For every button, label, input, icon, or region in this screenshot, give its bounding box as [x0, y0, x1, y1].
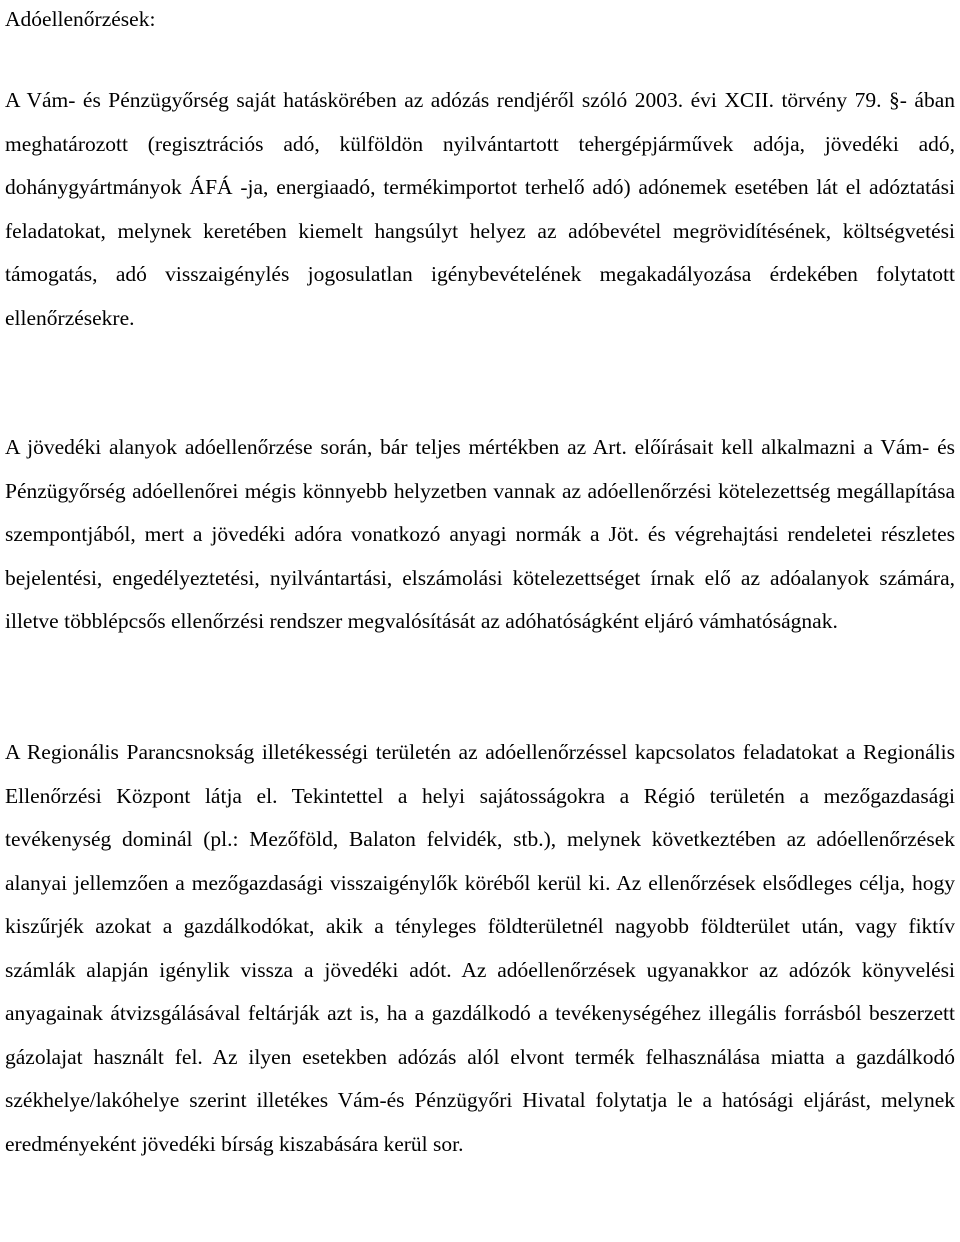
paragraph-excise-subjects-audit: A jövedéki alanyok adóellenőrzése során, bár teljes mértékben az Art. előírásait kell alkalmazni a Vám- és Pénzügyőrség adóellenőrei mégis könnyebb helyzetben vannak az adóellenőrzési kötelezettség megállapítása szempontjából, mert a jövedéki adóra vonatkozó anyagi normák a Jöt. és végrehajtási rendeletei részletes bejelentési, engedélyeztetési, nyilvántartási, elszámolási kötelezettséget írnak elő az adóalanyok számára, illetve többlépcsős ellenőrzési rendszer megvalósítását az adóhatóságként eljáró vámhatóságnak.: [5, 435, 955, 633]
section-heading: Adóellenőrzések:: [5, 7, 156, 31]
paragraph-regional-command-audits: A Regionális Parancsnokság illetékességi területén az adóellenőrzéssel kapcsolatos feladatokat a Regionális Ellenőrzési Központ látja el. Tekintettel a helyi sajátosságokra a Régió területén a mezőgazdasági tevékenység dominál (pl.: Mezőföld, Balaton felvidék, stb.), melynek következtében az adóellenőrzések alanyai jellemzően a mezőgazdasági visszaigénylők köréből kerül ki. Az ellenőrzések elsődleges célja, hogy kiszűrjék azokat a gazdálkodókat, akik a tényleges földterületnél nagyobb földterület után, vagy fiktív számlák alapján igénylik vissza a jövedéki adót. Az adóellenőrzések ugyanakkor az adózók könyvelési anyagainak átvizsgálásával feltárják azt is, ha a gazdálkodó a tevékenységéhez illegális forrásból beszerzett gázolajat használt fel. Az ilyen esetekben adózás alól elvont termék felhasználása miatta a gazdálkodó székhelye/lakóhelye szerint illetékes Vám-és Pénzügyőri Hivatal folytatja le a hatósági eljárást, melynek eredményeként jövedéki bírság kiszabására kerül sor.: [5, 740, 955, 1156]
paragraph-customs-authority-scope: A Vám- és Pénzügyőrség saját hatáskörében az adózás rendjéről szóló 2003. évi XCII. törvény 79. §- ában meghatározott (regisztrációs adó, külföldön nyilvántartott tehergépjárművek adója, jövedéki adó, dohánygyártmányok ÁFÁ -ja, energiaadó, termékimportot terhelő adó) adónemek esetében lát el adóztatási feladatokat, melynek keretében kiemelt hangsúlyt helyez az adóbevétel megrövidítésének, költségvetési támogatás, adó visszaigénylés jogosulatlan igénybevételének megakadályozása érdekében folytatott ellenőrzésekre.: [5, 88, 955, 330]
